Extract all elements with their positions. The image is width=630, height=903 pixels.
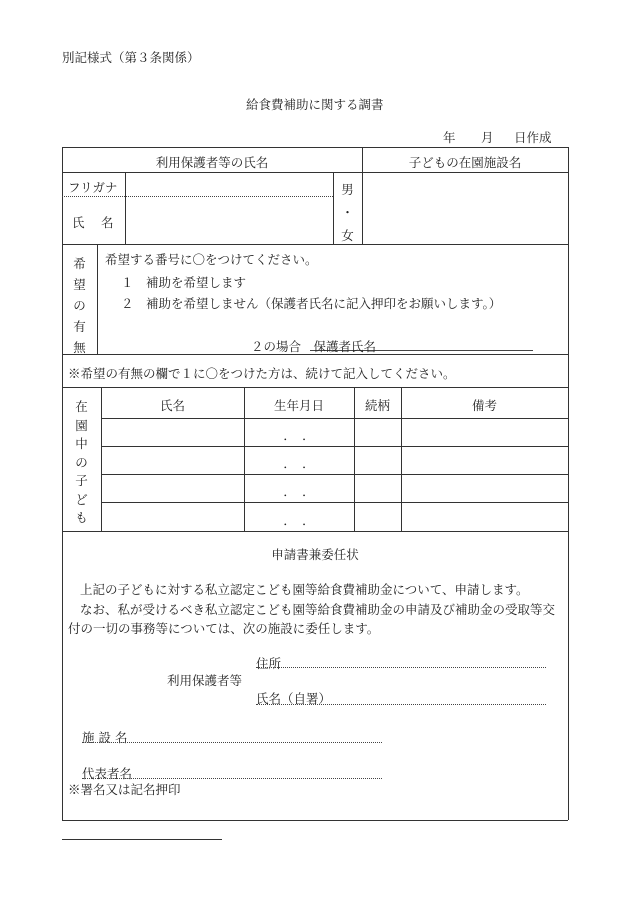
date-day-label: 日作成: [514, 130, 552, 145]
birthdate-placeholder: ． ．: [283, 484, 315, 499]
footnote-rule: [62, 839, 222, 840]
wish-option-1: １ 補助を希望します: [121, 275, 247, 290]
representative-line: [82, 778, 382, 779]
application-para-2-line-1: なお、私が受けるべき私立認定こども園等給食費補助金の申請及び補助金の受取等交: [80, 602, 556, 617]
col-name: 氏名: [159, 398, 185, 413]
wish-instruction: 希望する番号に〇をつけてください。: [105, 252, 318, 267]
form-label: 別記様式（第３条関係）: [62, 50, 200, 65]
facility-line: [82, 742, 382, 743]
gender-female: 女: [341, 228, 354, 243]
wish-side-label: 希 望 の 有 無: [73, 256, 86, 355]
representative-label: 代表者名: [82, 766, 133, 781]
signature-line: [256, 704, 546, 705]
parent-name-header: 利用保護者等の氏名: [155, 155, 269, 170]
wish-option-2: ２ 補助を希望しません（保護者氏名に記入押印をお願いします。）: [121, 296, 502, 311]
children-side-label: 在 園 中 の 子 ど も: [75, 399, 88, 525]
facility-header: 子どもの在園施設名: [408, 155, 522, 170]
application-title: 申請書兼委任状: [271, 547, 359, 562]
application-para-2-line-2: 付の一切の事務等については、次の施設に委任します。: [68, 621, 380, 636]
note-text: ※希望の有無の欄で１に〇をつけた方は、続けて記入してください。: [68, 366, 456, 381]
col-birthdate: 生年月日: [273, 398, 324, 413]
application-para-1: 上記の子どもに対する私立認定こども園等給食費補助金について、申請します。: [80, 582, 529, 597]
col-relationship: 続柄: [364, 398, 390, 413]
address-line: [256, 667, 546, 668]
signature-label: 氏名（自署）: [256, 691, 332, 706]
date-month-label: 月: [481, 130, 494, 145]
birthdate-placeholder: ． ．: [283, 428, 315, 443]
birthdate-placeholder: ． ．: [283, 513, 315, 528]
date-year-label: 年: [443, 130, 456, 145]
col-remarks: 備考: [471, 398, 497, 413]
footnote: ※署名又は記名押印: [68, 782, 181, 797]
name-label: 氏 名: [72, 215, 116, 230]
birthdate-placeholder: ． ．: [283, 456, 315, 471]
gender-male: 男: [341, 182, 354, 197]
gender-separator: ・: [341, 205, 354, 220]
address-label: 住所: [256, 656, 282, 671]
guardian-label: 利用保護者等: [167, 673, 243, 688]
furigana-label: フリガナ: [68, 180, 118, 195]
facility-label: 施 設 名: [82, 730, 128, 745]
page-title: 給食費補助に関する調書: [246, 97, 384, 112]
case2-signature-label: ２の場合 保護者氏名: [251, 339, 377, 354]
